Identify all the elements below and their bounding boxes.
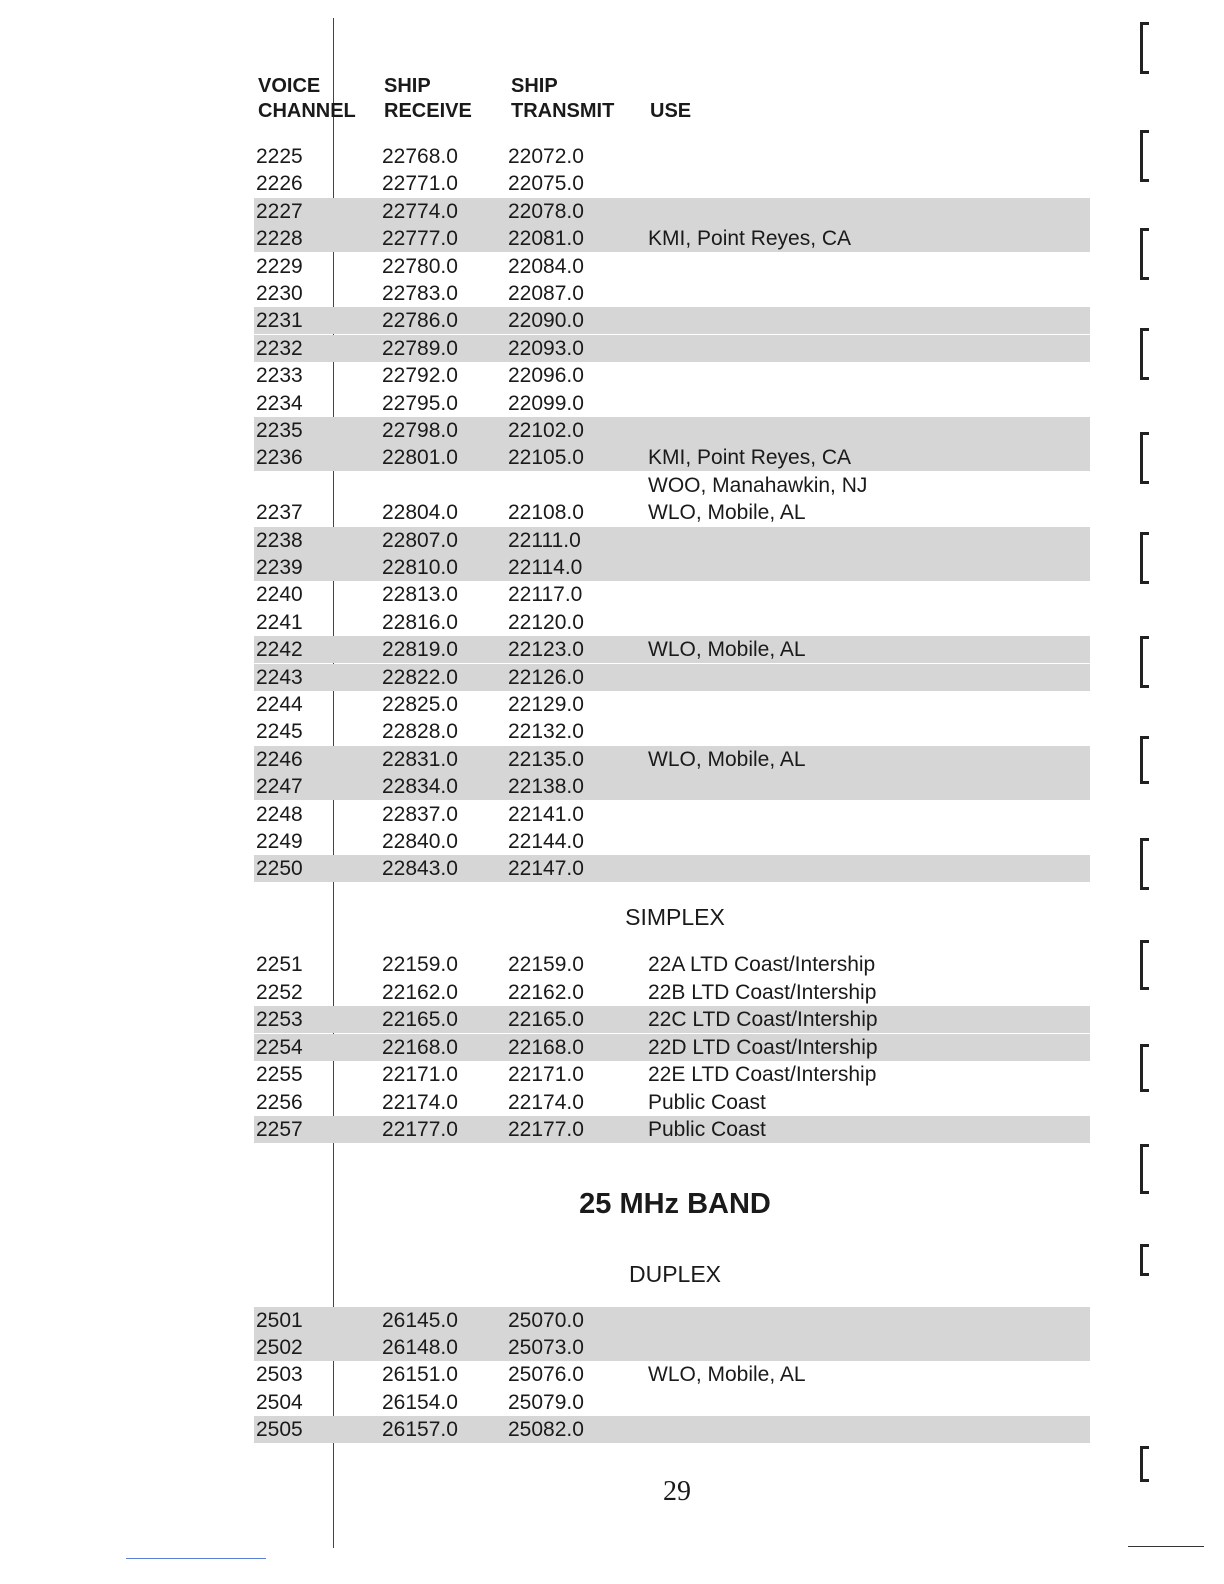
- receive-cell: 22165.0: [382, 1008, 458, 1031]
- receive-cell: 22807.0: [382, 528, 458, 552]
- transmit-cell: 22114.0: [508, 556, 583, 579]
- header-channel: CHANNEL: [258, 100, 356, 122]
- table-row: [254, 143, 1090, 170]
- header-ship-1: SHIP: [384, 75, 431, 97]
- channel-cell: 2503: [256, 1363, 303, 1387]
- channel-cell: 2225: [256, 145, 303, 168]
- transmit-cell: 22090.0: [508, 309, 584, 333]
- channel-cell: 2237: [256, 501, 303, 525]
- table-row: [254, 444, 1090, 471]
- transmit-cell: 22099.0: [508, 391, 584, 415]
- transmit-cell: 25082.0: [508, 1417, 584, 1441]
- transmit-cell: 22123.0: [508, 638, 584, 662]
- transmit-cell: 22072.0: [508, 145, 584, 168]
- binding-edge-mark: [1140, 1244, 1149, 1276]
- use-cell: 22C LTD Coast/Intership: [648, 1008, 878, 1031]
- binding-edge-mark: [1140, 736, 1149, 784]
- table-row: [254, 170, 1090, 197]
- table-row: [254, 979, 1090, 1006]
- table-row: [254, 554, 1090, 581]
- transmit-cell: 22111.0: [508, 528, 581, 552]
- channel-cell: 2228: [256, 227, 303, 251]
- table-row: [254, 335, 1090, 362]
- table-row: [254, 951, 1090, 978]
- channel-cell: 2234: [256, 391, 303, 415]
- receive-cell: 22771.0: [382, 172, 458, 196]
- receive-cell: 22810.0: [382, 556, 458, 579]
- channel-cell: 2231: [256, 309, 303, 333]
- receive-cell: 26148.0: [382, 1336, 458, 1360]
- binding-edge-mark: [1140, 636, 1149, 688]
- header-receive: RECEIVE: [384, 100, 472, 122]
- receive-cell: 22792.0: [382, 364, 458, 388]
- binding-edge-mark: [1140, 1144, 1149, 1194]
- binding-edge-mark: [1140, 228, 1149, 280]
- table-row: [254, 664, 1090, 691]
- transmit-cell: 22171.0: [508, 1063, 584, 1086]
- table-row: [254, 1034, 1090, 1061]
- binding-edge-mark: [1140, 130, 1149, 182]
- table-row: [254, 390, 1090, 417]
- table-row: [254, 527, 1090, 554]
- table-row: [254, 253, 1090, 280]
- channel-cell: 2229: [256, 254, 303, 278]
- duplex-heading: DUPLEX: [628, 1261, 722, 1287]
- footer-rule: [1128, 1546, 1204, 1547]
- receive-cell: 22840.0: [382, 830, 458, 853]
- channel-cell: 2227: [256, 199, 303, 223]
- receive-cell: 26151.0: [382, 1363, 458, 1387]
- binding-edge-mark: [1140, 532, 1149, 584]
- receive-cell: 22162.0: [382, 980, 458, 1004]
- use-cell: Public Coast: [648, 1090, 766, 1114]
- receive-cell: 22786.0: [382, 309, 458, 333]
- receive-cell: 22795.0: [382, 391, 458, 415]
- channel-cell: 2235: [256, 419, 303, 442]
- transmit-cell: 22147.0: [508, 857, 584, 881]
- binding-edge-mark: [1140, 1446, 1149, 1482]
- channel-cell: 2245: [256, 720, 303, 744]
- table-row: [254, 581, 1090, 608]
- transmit-cell: 22177.0: [508, 1118, 584, 1141]
- receive-cell: 22174.0: [382, 1090, 458, 1114]
- receive-cell: 22171.0: [382, 1063, 458, 1086]
- table-row: [254, 280, 1090, 307]
- table-row: [254, 1416, 1090, 1443]
- table-row: [254, 362, 1090, 389]
- use-cell: WOO, Manahawkin, NJ: [648, 473, 868, 497]
- table-row: [254, 472, 1090, 499]
- channel-cell: 2232: [256, 336, 303, 360]
- binding-edge-mark: [1140, 432, 1149, 484]
- transmit-cell: 22132.0: [508, 720, 584, 744]
- header-use: USE: [650, 100, 692, 122]
- binding-edge-mark: [1140, 22, 1149, 74]
- transmit-cell: 25070.0: [508, 1309, 584, 1332]
- table-row: [254, 1116, 1090, 1143]
- binding-edge-mark: [1140, 838, 1149, 890]
- channel-cell: 2246: [256, 747, 303, 771]
- channel-cell: 2251: [256, 953, 303, 976]
- table-row: [254, 499, 1090, 526]
- transmit-cell: 22159.0: [508, 953, 584, 976]
- table-row: [254, 746, 1090, 773]
- channel-cell: 2243: [256, 665, 303, 689]
- table-row: [254, 609, 1090, 636]
- transmit-cell: 22108.0: [508, 501, 584, 525]
- page-number: 29: [663, 1476, 691, 1507]
- table-row: [254, 691, 1090, 718]
- header-ship-2: SHIP: [511, 75, 558, 97]
- receive-cell: 26154.0: [382, 1390, 458, 1414]
- receive-cell: 22168.0: [382, 1035, 458, 1059]
- table-row: [254, 198, 1090, 225]
- use-cell: KMI, Point Reyes, CA: [648, 446, 852, 470]
- channel-cell: 2256: [256, 1090, 303, 1114]
- receive-cell: 22822.0: [382, 665, 458, 689]
- receive-cell: 22777.0: [382, 227, 458, 251]
- table-row: [254, 1006, 1090, 1033]
- transmit-cell: 22093.0: [508, 336, 584, 360]
- channel-cell: 2244: [256, 693, 303, 716]
- table-row: [254, 828, 1090, 855]
- transmit-cell: 22084.0: [508, 254, 584, 278]
- transmit-cell: 22087.0: [508, 282, 584, 305]
- header-voice: VOICE: [258, 75, 321, 97]
- transmit-cell: 22096.0: [508, 364, 584, 388]
- transmit-cell: 22141.0: [508, 802, 584, 826]
- channel-cell: 2242: [256, 638, 303, 662]
- transmit-cell: 22105.0: [508, 446, 584, 470]
- transmit-cell: 22168.0: [508, 1035, 584, 1059]
- channel-cell: 2241: [256, 610, 303, 634]
- transmit-cell: 22081.0: [508, 227, 584, 251]
- use-cell: WLO, Mobile, AL: [648, 501, 806, 525]
- header-transmit: TRANSMIT: [511, 100, 615, 122]
- channel-cell: 2247: [256, 775, 303, 799]
- transmit-cell: 22117.0: [508, 583, 583, 607]
- transmit-cell: 22078.0: [508, 199, 584, 223]
- receive-cell: 22159.0: [382, 953, 458, 976]
- receive-cell: 22819.0: [382, 638, 458, 662]
- table-row: [254, 718, 1090, 745]
- transmit-cell: 22135.0: [508, 747, 584, 771]
- receive-cell: 22804.0: [382, 501, 458, 525]
- use-cell: 22A LTD Coast/Intership: [648, 953, 876, 976]
- transmit-cell: 25079.0: [508, 1390, 584, 1414]
- receive-cell: 22816.0: [382, 610, 458, 634]
- use-cell: 22D LTD Coast/Intership: [648, 1035, 878, 1059]
- underline-rule: [126, 1558, 266, 1559]
- use-cell: WLO, Mobile, AL: [648, 1363, 806, 1387]
- table-row: [254, 636, 1090, 663]
- receive-cell: 22789.0: [382, 336, 458, 360]
- receive-cell: 22828.0: [382, 720, 458, 744]
- use-cell: KMI, Point Reyes, CA: [648, 227, 852, 251]
- transmit-cell: 22174.0: [508, 1090, 584, 1114]
- channel-cell: 2504: [256, 1390, 303, 1414]
- table-row: [254, 1089, 1090, 1116]
- channel-cell: 2233: [256, 364, 303, 388]
- transmit-cell: 22120.0: [508, 610, 584, 634]
- transmit-cell: 22126.0: [508, 665, 584, 689]
- table-row: [254, 855, 1090, 882]
- table-row: [254, 1061, 1090, 1088]
- use-cell: WLO, Mobile, AL: [648, 747, 806, 771]
- transmit-cell: 22162.0: [508, 980, 584, 1004]
- channel-cell: 2254: [256, 1035, 303, 1059]
- receive-cell: 22780.0: [382, 254, 458, 278]
- receive-cell: 22831.0: [382, 747, 458, 771]
- table-row: [254, 1334, 1090, 1361]
- use-cell: WLO, Mobile, AL: [648, 638, 806, 662]
- channel-cell: 2253: [256, 1008, 303, 1031]
- transmit-cell: 25073.0: [508, 1336, 584, 1360]
- receive-cell: 26145.0: [382, 1309, 458, 1332]
- table-row: [254, 307, 1090, 334]
- table-row: [254, 1389, 1090, 1416]
- use-cell: 22E LTD Coast/Intership: [648, 1063, 877, 1086]
- channel-cell: 2248: [256, 802, 303, 826]
- receive-cell: 22798.0: [382, 419, 458, 442]
- table-row: [254, 225, 1090, 252]
- table-row: [254, 1361, 1090, 1388]
- band-heading: 25 MHz BAND: [579, 1188, 771, 1220]
- channel-cell: 2240: [256, 583, 303, 607]
- binding-edge-mark: [1140, 1044, 1149, 1092]
- transmit-cell: 22102.0: [508, 419, 584, 442]
- binding-edge-mark: [1140, 940, 1149, 990]
- table-row: [254, 801, 1090, 828]
- channel-cell: 2502: [256, 1336, 303, 1360]
- receive-cell: 22783.0: [382, 282, 458, 305]
- channel-cell: 2239: [256, 556, 303, 579]
- simplex-heading: SIMPLEX: [625, 904, 725, 930]
- channel-cell: 2250: [256, 857, 303, 881]
- transmit-cell: 22165.0: [508, 1008, 584, 1031]
- transmit-cell: 22144.0: [508, 830, 584, 853]
- table-row: [254, 1307, 1090, 1334]
- use-cell: 22B LTD Coast/Intership: [648, 980, 877, 1004]
- channel-cell: 2257: [256, 1118, 303, 1141]
- transmit-cell: 22075.0: [508, 172, 584, 196]
- table-row: [254, 417, 1090, 444]
- binding-edge-mark: [1140, 328, 1149, 380]
- receive-cell: 22813.0: [382, 583, 458, 607]
- receive-cell: 22774.0: [382, 199, 458, 223]
- receive-cell: 22801.0: [382, 446, 458, 470]
- channel-cell: 2238: [256, 528, 303, 552]
- receive-cell: 22825.0: [382, 693, 458, 716]
- receive-cell: 22834.0: [382, 775, 458, 799]
- receive-cell: 26157.0: [382, 1417, 458, 1441]
- transmit-cell: 22129.0: [508, 693, 584, 716]
- receive-cell: 22768.0: [382, 145, 458, 168]
- table-row: [254, 773, 1090, 800]
- transmit-cell: 22138.0: [508, 775, 584, 799]
- transmit-cell: 25076.0: [508, 1363, 584, 1387]
- channel-cell: 2505: [256, 1417, 303, 1441]
- channel-cell: 2252: [256, 980, 303, 1004]
- channel-cell: 2255: [256, 1063, 303, 1086]
- receive-cell: 22843.0: [382, 857, 458, 881]
- use-cell: Public Coast: [648, 1118, 766, 1141]
- receive-cell: 22837.0: [382, 802, 458, 826]
- channel-cell: 2236: [256, 446, 303, 470]
- channel-cell: 2226: [256, 172, 303, 196]
- channel-cell: 2501: [256, 1309, 303, 1332]
- channel-cell: 2249: [256, 830, 303, 853]
- channel-cell: 2230: [256, 282, 303, 305]
- receive-cell: 22177.0: [382, 1118, 458, 1141]
